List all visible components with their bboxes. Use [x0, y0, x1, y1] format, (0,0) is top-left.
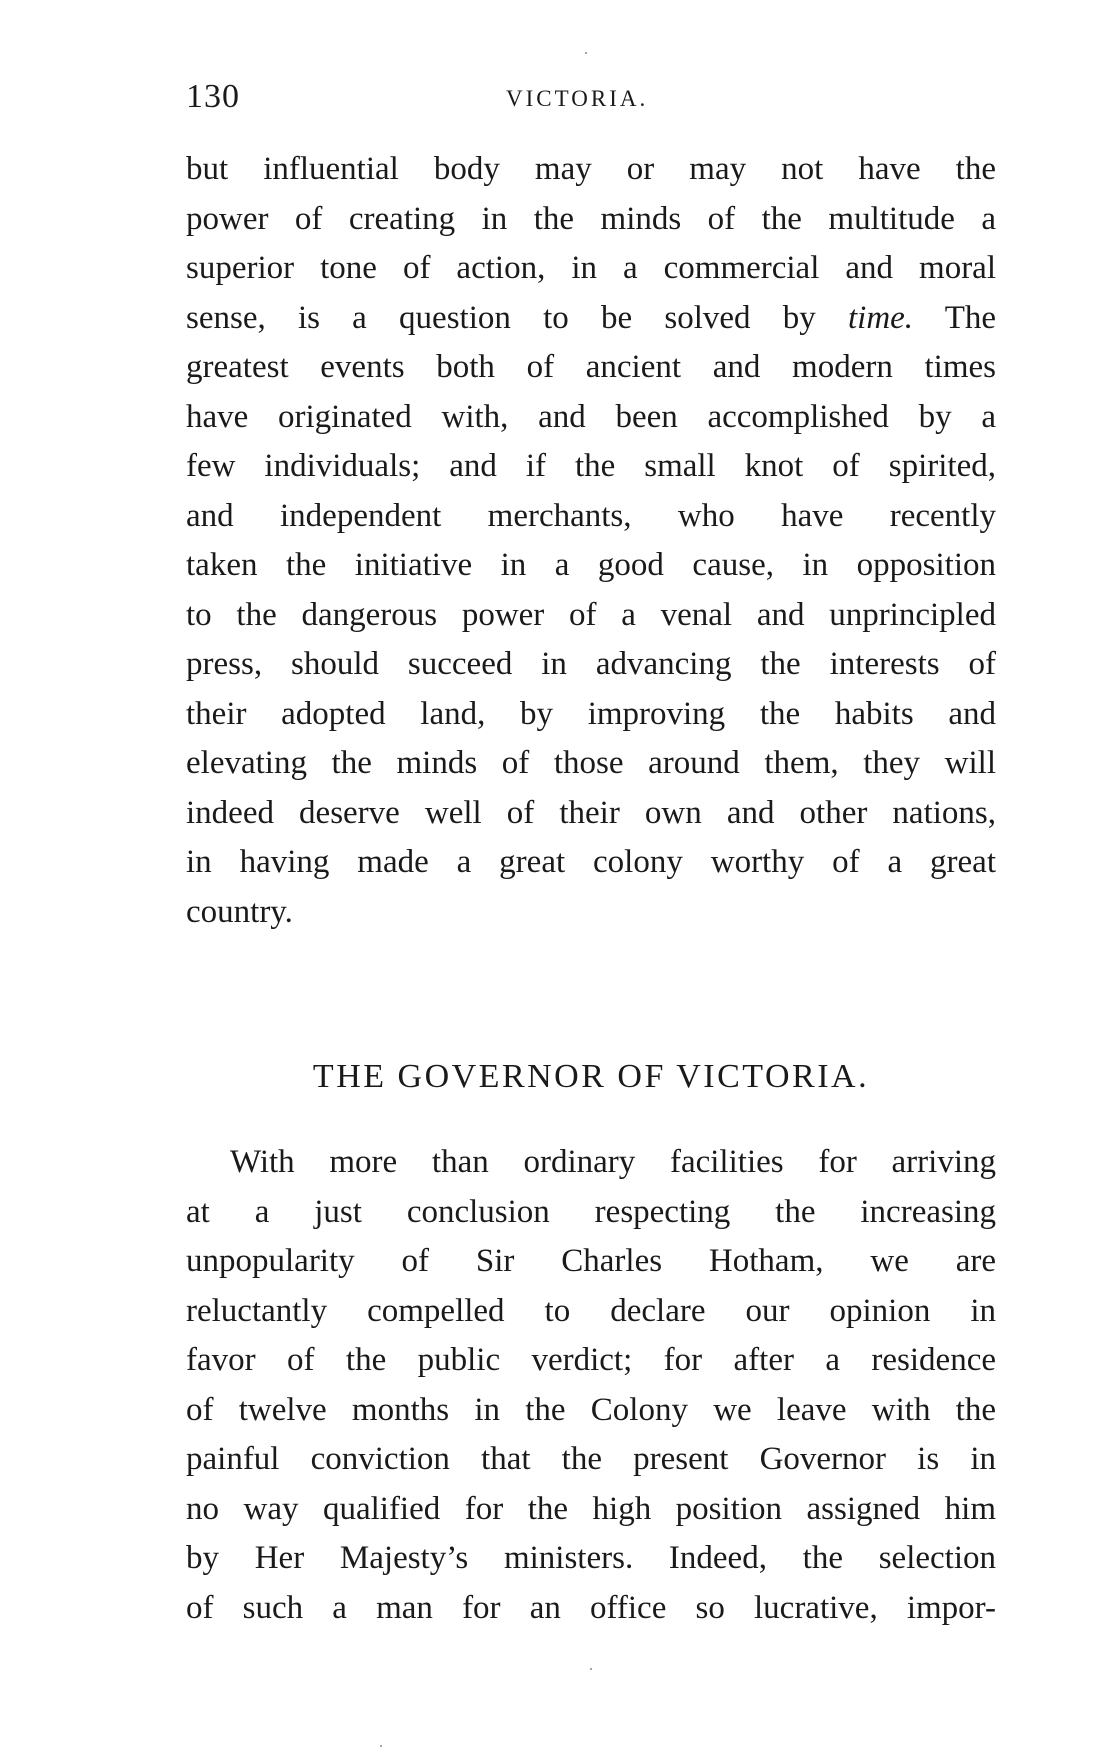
- paragraph-1: [186, 145, 996, 937]
- text-line: superior tone of action, in a commercial and moral: [186, 250, 996, 286]
- text-line: few individuals; and if the small knot of spirited,: [186, 448, 996, 484]
- text-line: but influential body may or may not have the: [186, 151, 996, 187]
- text-line: and independent merchants, who have recently: [186, 497, 996, 534]
- text-run: sense, is a question to be solved by: [186, 299, 848, 336]
- paper-speck: [380, 1745, 382, 1747]
- page-number: 130: [186, 78, 240, 115]
- text-line: in having made a great colony worthy of a great: [186, 844, 996, 880]
- page-header: [186, 78, 1016, 122]
- text-line: have originated with, and been accomplished by a: [186, 398, 996, 435]
- italic-word: time.: [847, 299, 914, 336]
- text-line: indeed deserve well of their own and other nations,: [186, 794, 996, 831]
- text-line: at a just conclusion respecting the increasing: [186, 1193, 996, 1230]
- paper-speck: [590, 1668, 592, 1670]
- text-line: painful conviction that the present Governor is in: [186, 1441, 996, 1477]
- text-line: to the dangerous power of a venal and unprincipled: [186, 596, 996, 633]
- text-line: country.: [186, 893, 293, 930]
- text-line: press, should succeed in advancing the interests of: [186, 646, 996, 682]
- text-line: of such a man for an office so lucrative, impor-: [186, 1589, 996, 1626]
- section-title: THE GOVERNOR OF VICTORIA.: [312, 1058, 870, 1095]
- text-line: by Her Majesty’s ministers. Indeed, the selection: [186, 1540, 996, 1576]
- running-title: VICTORIA.: [506, 86, 649, 111]
- text-line: favor of the public verdict; for after a residence: [186, 1342, 996, 1378]
- text-line: no way qualified for the high position assigned him: [186, 1490, 996, 1527]
- text-run: The: [913, 299, 996, 336]
- paragraph-2: [186, 1138, 996, 1633]
- text-line: With more than ordinary facilities for arriving: [230, 1144, 996, 1180]
- text-line: of twelve months in the Colony we leave with the: [186, 1391, 996, 1428]
- text-line: taken the initiative in a good cause, in opposition: [186, 547, 996, 583]
- text-line: elevating the minds of those around them, they will: [186, 745, 996, 781]
- text-line: unpopularity of Sir Charles Hotham, we are: [186, 1243, 996, 1279]
- paper-speck: [585, 52, 587, 54]
- text-line: greatest events both of ancient and modern times: [186, 349, 996, 385]
- text-line-with-italic: [186, 294, 996, 344]
- text-line: power of creating in the minds of the multitude a: [186, 200, 996, 237]
- text-line: reluctantly compelled to declare our opinion in: [186, 1292, 996, 1329]
- text-line: their adopted land, by improving the habits and: [186, 695, 996, 732]
